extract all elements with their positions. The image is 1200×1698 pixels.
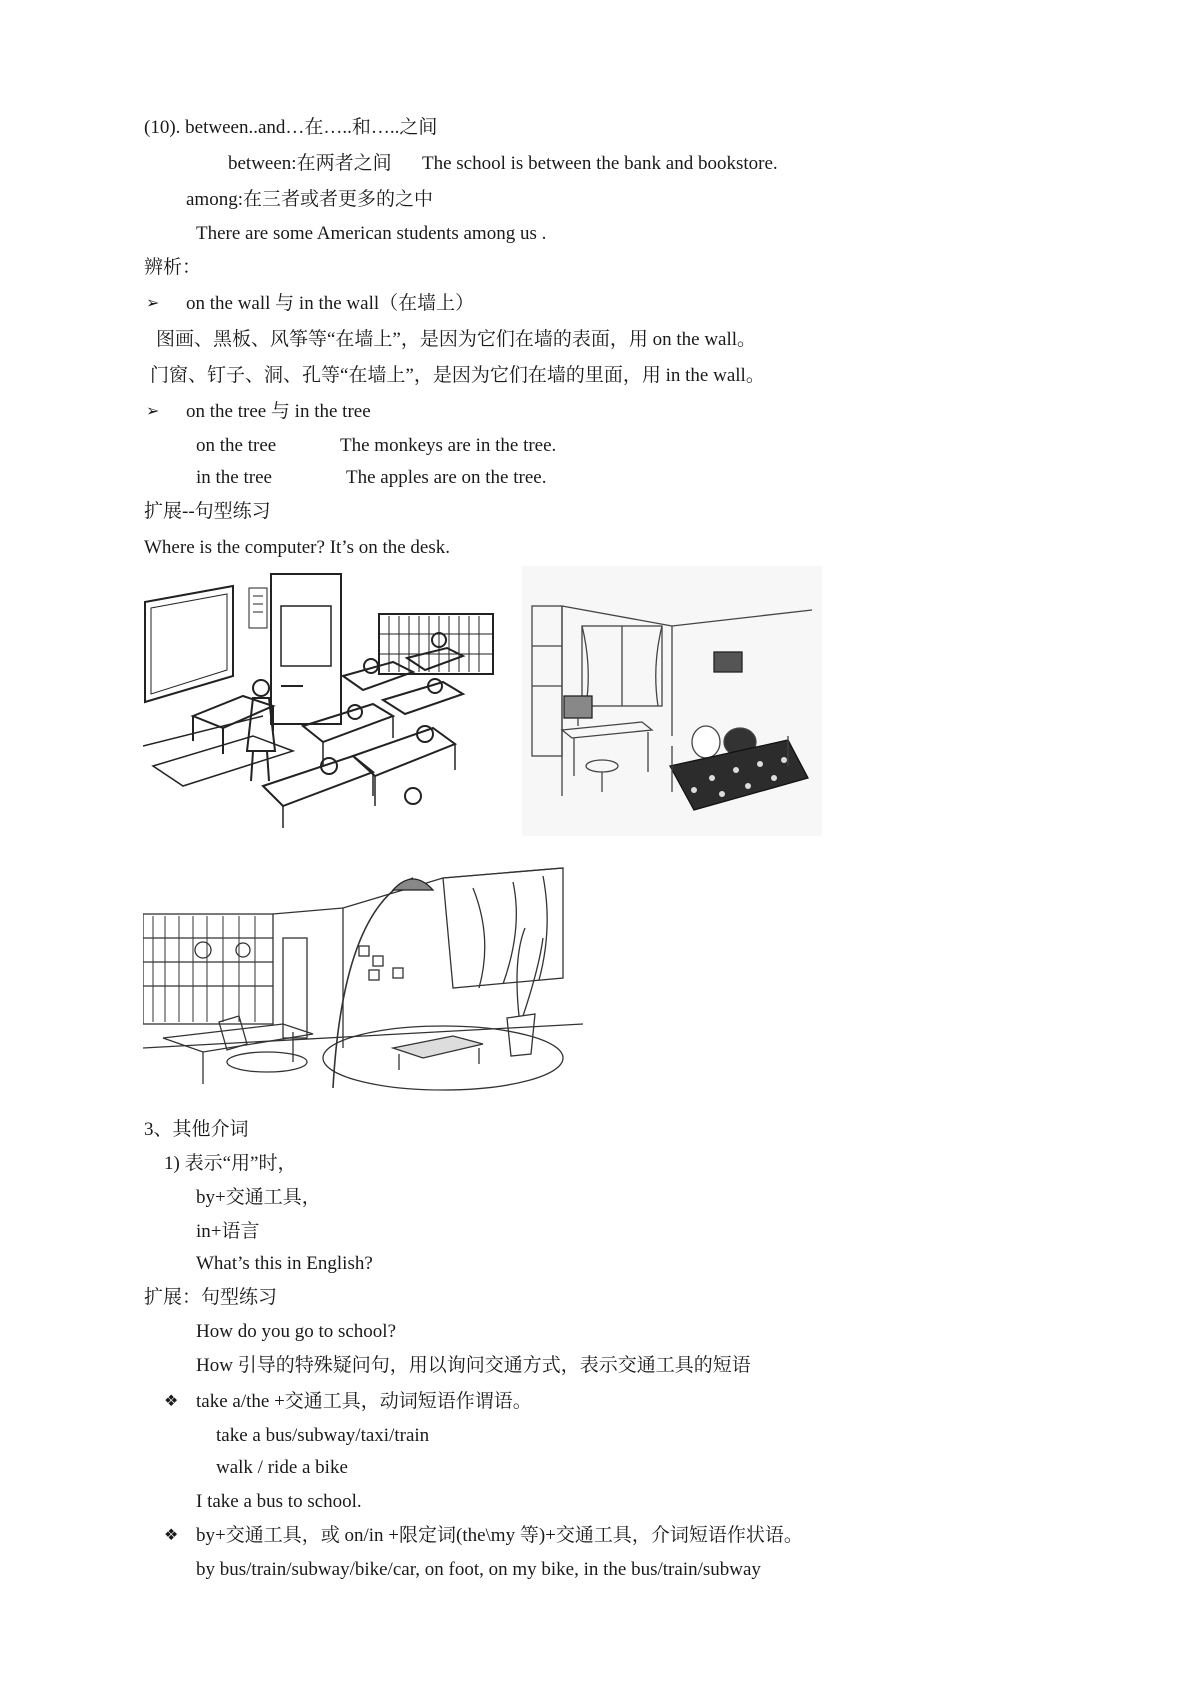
diamond-bullet-icon: ❖ [164,1527,179,1544]
between-definition: between:在两者之间 [228,153,392,174]
arrow-bullet-icon: ➢ [146,295,160,312]
wall-title: on the wall 与 in the wall（在墙上） [186,293,475,314]
tree-example-1: The monkeys are in the tree. [340,435,557,456]
among-definition: among:在三者或者更多的之中 [186,189,433,210]
classroom-illustration [143,566,497,836]
item1-label: 1) 表示“用”时， [164,1153,297,1174]
arrow-bullet-icon: ➢ [146,403,160,420]
by-transport: by+交通工具， [196,1187,321,1208]
in-language: in+语言 [196,1221,260,1242]
take-examples: take a bus/subway/taxi/train [216,1425,430,1446]
practice2-label: 扩展：句型练习 [144,1287,278,1308]
bedroom-illustration [522,566,822,836]
tree-term-2: in the tree [196,467,272,488]
practice1-label: 扩展--句型练习 [144,501,271,522]
wall-line-2: 门窗、钉子、洞、孔等“在墙上”，是因为它们在墙的里面，用 in the wall。 [150,365,765,386]
in-language-example: What’s this in English? [196,1253,373,1274]
tree-example-2: The apples are on the tree. [346,467,547,488]
tree-title: on the tree 与 in the tree [186,401,371,422]
living-room-illustration [143,848,583,1114]
other-prepositions-heading: 3、其他介词 [144,1119,249,1140]
among-example: There are some American students among us . [196,223,547,244]
by-examples: by bus/train/subway/bike/car, on foot, on my bike, in the bus/train/subway [196,1559,761,1580]
wall-line-1: 图画、黑板、风筝等“在墙上”，是因为它们在墙的表面，用 on the wall。 [156,329,757,350]
analysis-label: 辨析： [144,257,202,278]
between-heading: (10). between..and…在…..和…..之间 [144,117,438,138]
bullet-by: by+交通工具，或 on/in +限定词(the\my 等)+交通工具，介词短语作状语。 [196,1525,803,1546]
bullet-take: take a/the +交通工具，动词短语作谓语。 [196,1391,532,1412]
diamond-bullet-icon: ❖ [164,1393,179,1410]
between-example: The school is between the bank and bookstore. [422,153,778,174]
practice2-explanation: How 引导的特殊疑问句，用以询问交通方式，表示交通工具的短语 [196,1355,751,1376]
practice1-question: Where is the computer? It’s on the desk. [144,537,451,558]
practice2-question: How do you go to school? [196,1321,397,1342]
tree-term-1: on the tree [196,435,277,456]
take-sentence: I take a bus to school. [196,1491,362,1512]
walk-examples: walk / ride a bike [216,1457,348,1478]
